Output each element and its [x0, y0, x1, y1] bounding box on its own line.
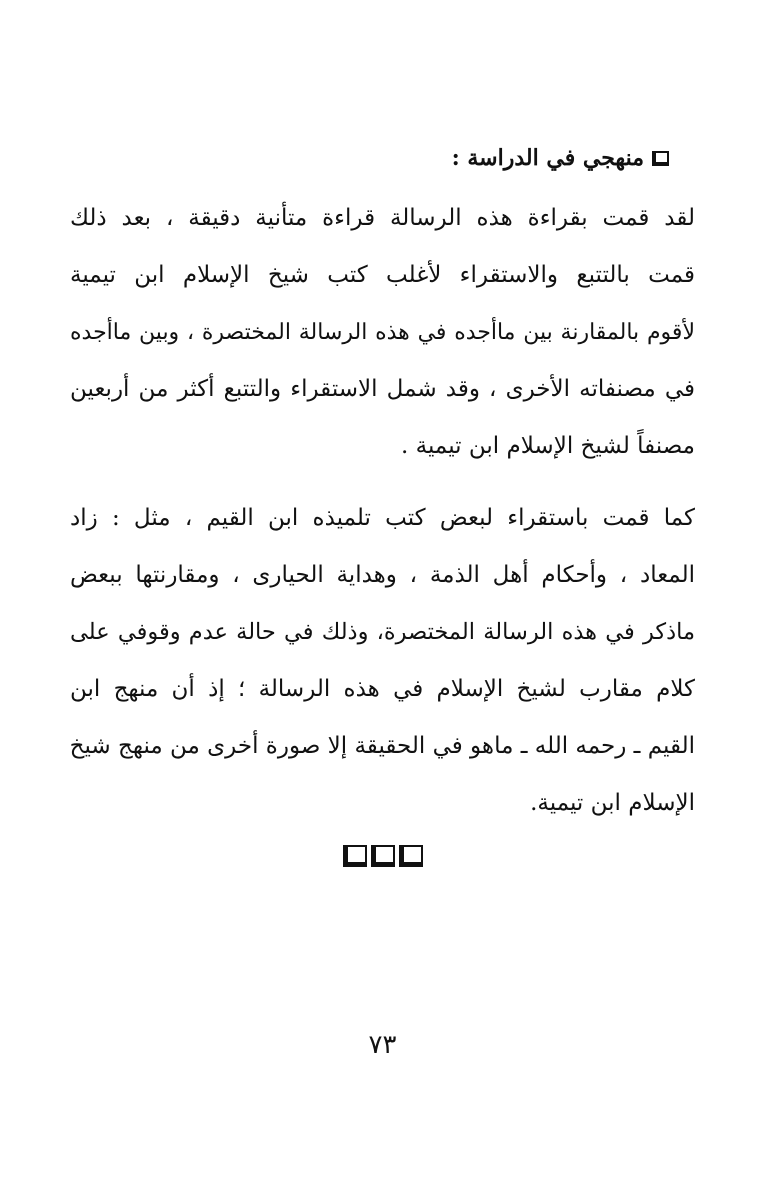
square-ornament-icon	[399, 845, 423, 867]
square-ornament-icon	[371, 845, 395, 867]
square-ornament-icon	[343, 845, 367, 867]
paragraph-line: في مصنفاته الأخرى ، وقد شمل الاستقراء والتتبع أكثر من أربعين	[70, 376, 695, 402]
paragraph-line: ماذكر في هذه الرسالة المختصرة، وذلك في حالة عدم وقوفي على	[70, 619, 695, 645]
page-number: ٧٣	[368, 1030, 397, 1060]
section-heading	[452, 138, 669, 178]
section-separator	[0, 845, 765, 867]
paragraph-1	[70, 190, 695, 475]
paragraph-line: لقد قمت بقراءة هذه الرسالة قراءة متأنية دقيقة ، بعد ذلك	[70, 205, 695, 231]
paragraph-line: القيم ـ رحمه الله ـ ماهو في الحقيقة إلا صورة أخرى من منهج شيخ	[70, 733, 695, 759]
paragraph-line: كلام مقارب لشيخ الإسلام في هذه الرسالة ؛ إذ أن منهج ابن	[70, 676, 695, 702]
paragraph-2	[70, 490, 695, 832]
paragraph-line: الإسلام ابن تيمية.	[530, 790, 695, 816]
paragraph-line: المعاد ، وأحكام أهل الذمة ، وهداية الحيارى ، ومقارنتها ببعض	[70, 562, 695, 588]
paragraph-line: قمت بالتتبع والاستقراء لأغلب كتب شيخ الإسلام ابن تيمية	[70, 262, 695, 288]
paragraph-line: مصنفاً لشيخ الإسلام ابن تيمية .	[401, 433, 695, 459]
section-heading-label: منهجي في الدراسة :	[451, 145, 644, 171]
square-bullet-icon	[652, 151, 669, 166]
paragraph-line: لأقوم بالمقارنة بين ماأجده في هذه الرسالة المختصرة ، وبين ماأجده	[70, 320, 695, 345]
paragraph-line: كما قمت باستقراء لبعض كتب تلميذه ابن القيم ، مثل : زاد	[70, 505, 695, 531]
